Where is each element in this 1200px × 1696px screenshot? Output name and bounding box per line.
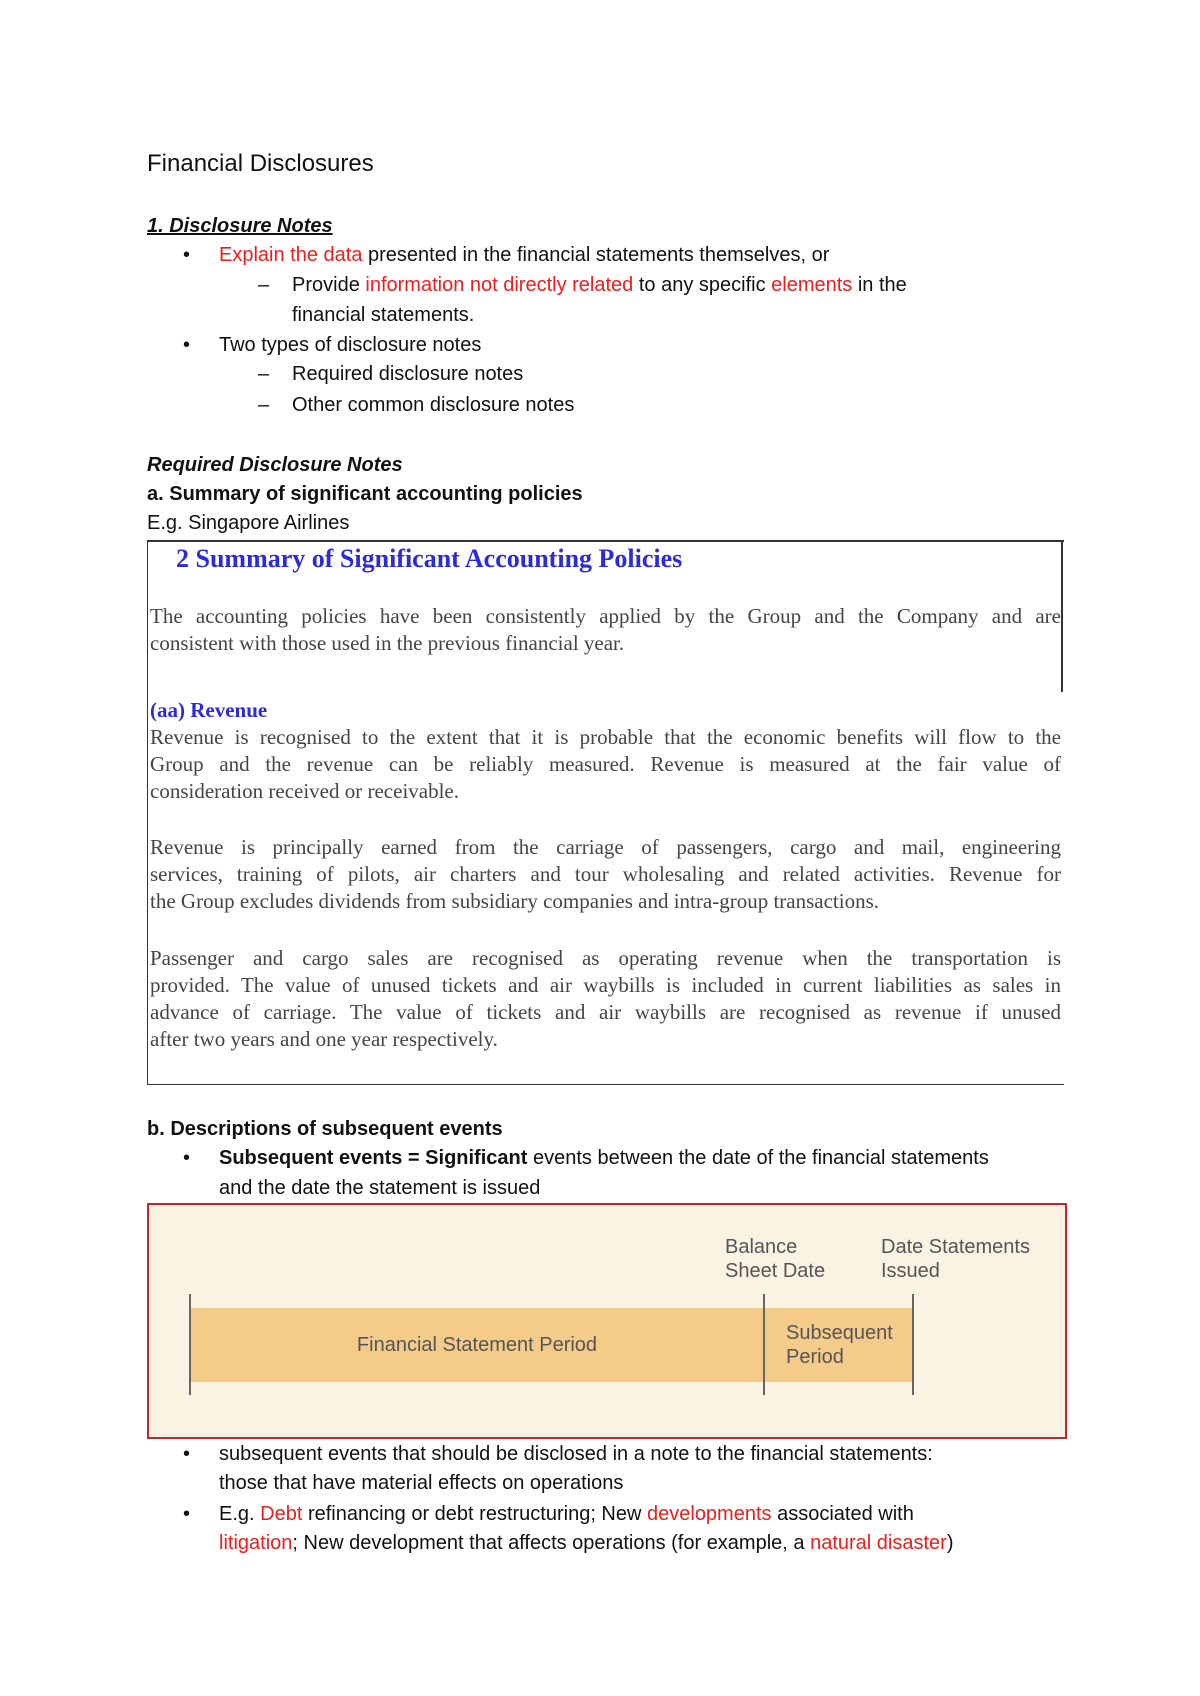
bullet-two-types: Two types of disclosure notes <box>219 334 482 356</box>
sub-bullet-provide <box>292 273 907 297</box>
bullet-icon: • <box>183 244 191 266</box>
excerpt-paragraph: Revenue is recognised to the extent that it is probable that the economic benefits will flow to the Group and the revenue can be reliably measured. Revenue is measured at the fair value of consideration received or receivable. <box>150 725 1061 803</box>
dash-icon: – <box>258 394 270 416</box>
excerpt-paragraph: Passenger and cargo sales are recognised as operating revenue when the transportation is provided. The value of unused tickets and air waybills is included in current liabilities as sales in advance of carriage. The value of tickets and air waybills are recognised as revenue if unused after two years and one year respectively. <box>150 946 1061 1051</box>
excerpt-box-right-border <box>1061 540 1063 692</box>
bullet-definition <box>219 1146 989 1170</box>
sub-bullet-continued: financial statements. <box>292 304 475 326</box>
excerpt-heading: 2 Summary of Significant Accounting Policies <box>176 544 683 573</box>
date-issued-label: Date Statements Issued <box>881 1236 1030 1282</box>
excerpt-intro: The accounting policies have been consistently applied by the Group and the Company and are consistent with those used in the previous financial year. <box>150 604 1061 655</box>
bullet-icon: • <box>183 334 191 356</box>
highlight: Explain the data <box>219 244 363 266</box>
bullet-disclose: subsequent events that should be disclosed in a note to the financial statements: <box>219 1443 933 1465</box>
balance-sheet-marker <box>763 1294 765 1395</box>
text: Provide <box>292 274 366 296</box>
financial-statement-period-label: Financial Statement Period <box>356 1334 598 1356</box>
period-start-marker <box>189 1294 191 1395</box>
highlight: elements <box>771 274 853 296</box>
subsection-a-heading: a. Summary of significant accounting policies <box>147 483 583 505</box>
bullet-examples: E.g. Debt refinancing or debt restructuring; New developments associated with <box>219 1503 914 1525</box>
text: in the <box>852 274 907 296</box>
subsequent-period-label: Subsequent Period <box>786 1322 893 1368</box>
required-heading: Required Disclosure Notes <box>147 454 403 476</box>
bullet-explain <box>219 243 829 267</box>
issue-date-marker <box>912 1294 914 1395</box>
bullet-disclose-continued: those that have material effects on operations <box>219 1472 624 1494</box>
highlight: information not directly related <box>365 274 634 296</box>
text: events between the date of the financial statements <box>527 1147 989 1169</box>
bullet-definition-continued: and the date the statement is issued <box>219 1177 541 1199</box>
sub-bullet-required: Required disclosure notes <box>292 363 524 385</box>
text: to any specific <box>633 274 772 296</box>
balance-sheet-date-label: Balance Sheet Date <box>725 1236 826 1282</box>
excerpt-paragraph: Revenue is principally earned from the carriage of passengers, cargo and mail, engineering services, training of pilots, air charters and tour wholesaling and related activities. Revenue for the Group excludes dividends from subsidiary companies and intra-group transactions. <box>150 835 1061 913</box>
subsection-b-heading: b. Descriptions of subsequent events <box>147 1118 503 1140</box>
bold-text: Subsequent events = Significant <box>219 1147 528 1169</box>
excerpt-subheading: (aa) Revenue <box>150 698 268 722</box>
dash-icon: – <box>258 274 270 296</box>
bullet-icon: • <box>183 1503 191 1525</box>
example-label: E.g. Singapore Airlines <box>147 512 350 534</box>
subsequent-events-diagram <box>147 1203 1067 1439</box>
document-title: Financial Disclosures <box>147 150 374 177</box>
text: presented in the financial statements themselves, or <box>362 244 830 266</box>
bullet-examples-continued: litigation; New development that affects operations (for example, a natural disaster) <box>219 1532 954 1554</box>
bullet-icon: • <box>183 1443 191 1465</box>
sub-bullet-other: Other common disclosure notes <box>292 394 575 416</box>
bullet-icon: • <box>183 1147 191 1169</box>
dash-icon: – <box>258 363 270 385</box>
section-heading: 1. Disclosure Notes <box>147 215 333 237</box>
